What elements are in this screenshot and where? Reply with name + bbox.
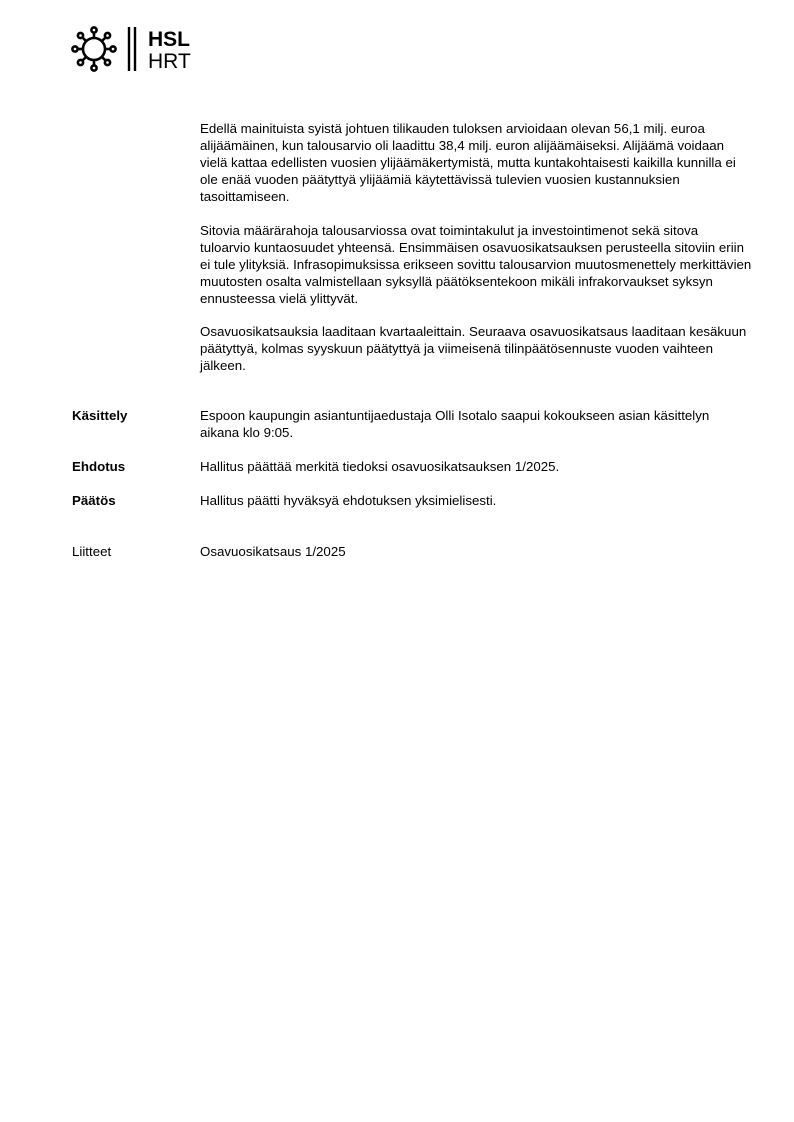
logo-line2: HRT (148, 50, 191, 73)
paatos-text: Hallitus päätti hyväksyä ehdotuksen yksimielisesti. (200, 493, 497, 508)
hsl-logo (70, 24, 210, 76)
summary-paragraph-3 (200, 323, 752, 374)
ehdotus-label: Ehdotus (72, 459, 126, 474)
summary-paragraph-1 (200, 120, 752, 205)
logo-line1: HSL (148, 28, 190, 51)
kasittely-text: Espoon kaupungin asiantuntijaedustaja Olli Isotalo saapui kokoukseen asian käsittelyn aikana klo 9:05. (200, 408, 710, 440)
paatos-label: Päätös (72, 493, 116, 508)
ehdotus-text: Hallitus päättää merkitä tiedoksi osavuosikatsauksen 1/2025. (200, 459, 560, 474)
liitteet-label: Liitteet (72, 544, 112, 559)
paragraph: Osavuosikatsauksia laaditaan kvartaaleittain. Seuraava osavuosikatsaus laaditaan kesäkuun päätyttyä, kolmas syyskuun päätyttyä ja viimeisenä tilinpäätösennuste vuoden vaihteen jälkeen. (200, 324, 747, 373)
paragraph: Edellä mainituista syistä johtuen tilikauden tuloksen arvioidaan olevan 56,1 milj. euroa alijäämäinen, kun talousarvio oli laadittu 38,4 milj. euron alijäämäiseksi. Alijäämä voidaan vielä kattaa edellisten vuosien ylijäämäkertymistä, mutta kuntakohtaisesti kaikilla kunnilla ei ole enää vuoden päätyttyä ylijäämiä käytettävissä tulevien vuosien kustannuksien tasoittamiseen. (200, 121, 736, 204)
kasittely-label: Käsittely (72, 408, 128, 423)
paragraph: Sitovia määrärahoja talousarviossa ovat toimintakulut ja investointimenot sekä sitova tuloarvio kuntaosuudet yhteensä. Ensimmäisen osavuosikatsauksen perusteella sitoviin eriin ei tule ylityksiä. Infrasopimuksissa erikseen sovittu talousarvion muutosmenettely merkittävien muutosten osalta valmistellaan syksyllä päätöksentekoon mikäli infrakorvaukset syksyn ennusteessa vielä ylittyvät. (200, 223, 752, 306)
hsl-sun-icon (70, 24, 210, 76)
liitteet-text: Osavuosikatsaus 1/2025 (200, 544, 346, 559)
summary-paragraph-2 (200, 222, 752, 307)
